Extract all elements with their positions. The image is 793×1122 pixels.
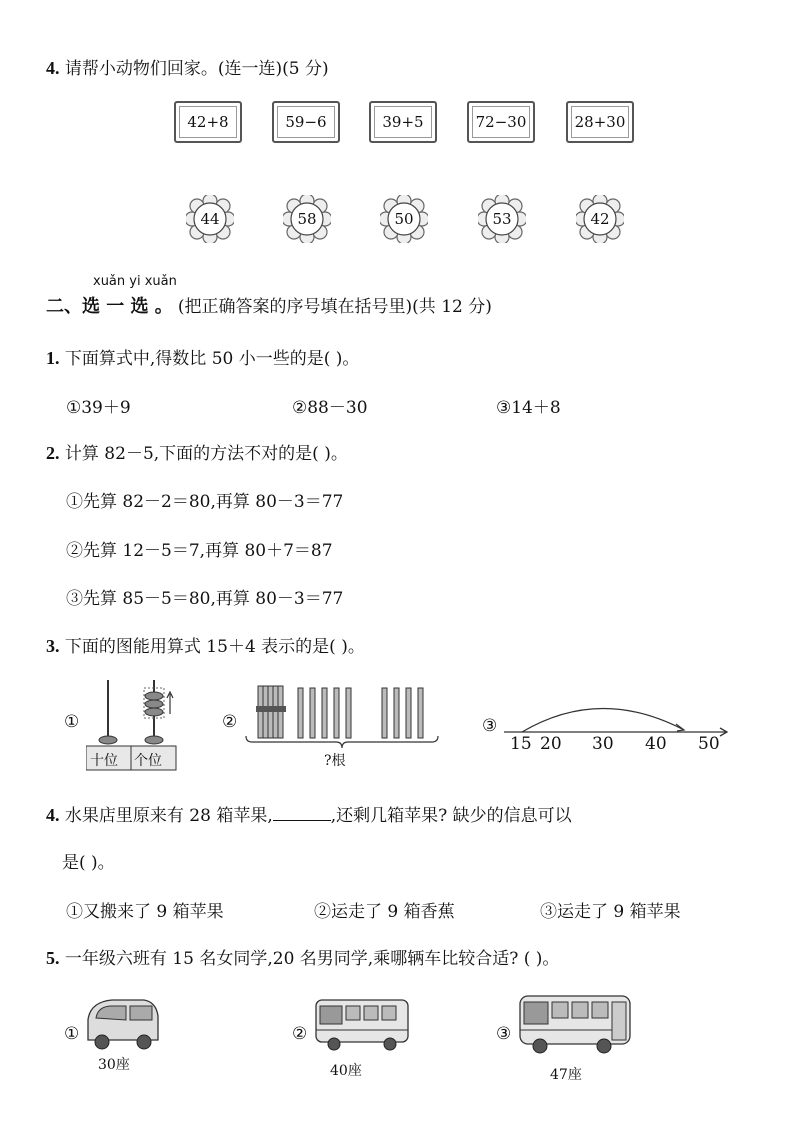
option-2[interactable]: ②88－30	[292, 398, 368, 418]
question-1	[46, 344, 359, 369]
flower-label: 44	[200, 210, 220, 228]
option-3-mark[interactable]: ③	[482, 716, 498, 736]
expression-card	[174, 101, 242, 143]
card-label: 39+5	[382, 113, 424, 131]
flower-house	[380, 195, 428, 243]
vehicle-1-seats: 30座	[98, 1057, 130, 1073]
tick-label: 30	[592, 734, 614, 754]
option-1-mark[interactable]: ①	[64, 712, 80, 732]
question-number: 1.	[46, 348, 60, 368]
expression-card	[467, 101, 535, 143]
option-3[interactable]: ③14＋8	[496, 398, 561, 418]
bus-icon	[516, 992, 634, 1058]
section-pinyin: xuǎn yi xuǎn	[93, 274, 177, 289]
tick-label: 20	[540, 734, 562, 754]
number-line-icon	[500, 690, 735, 740]
question-4-line2: 是( )。	[62, 853, 115, 873]
abacus-tens-label: 十位	[90, 753, 118, 769]
section-note: (把正确答案的序号填在括号里)(共 12 分)	[177, 297, 492, 317]
tick-label: 15	[510, 734, 532, 754]
vehicle-2-seats: 40座	[330, 1063, 362, 1079]
question-5	[46, 944, 559, 969]
question-4-connect	[46, 54, 329, 79]
expression-card	[272, 101, 340, 143]
expression-card	[369, 101, 437, 143]
vehicle-3-mark[interactable]: ③	[496, 1024, 512, 1044]
card-label: 28+30	[574, 113, 626, 131]
option-1[interactable]: ①39＋9	[66, 398, 131, 418]
card-label: 59−6	[285, 113, 327, 131]
question-number: 4.	[46, 805, 60, 825]
question-text: 下面的图能用算式 15＋4 表示的是( )。	[64, 637, 365, 657]
flower-label: 53	[492, 210, 512, 228]
option-2[interactable]: ②运走了 9 箱香蕉	[314, 902, 455, 922]
van-icon	[82, 994, 162, 1056]
flower-house	[478, 195, 526, 243]
vehicle-2-mark[interactable]: ②	[292, 1024, 308, 1044]
flower-label: 42	[590, 210, 610, 228]
tick-label: 40	[645, 734, 667, 754]
option-3[interactable]: ③先算 85－5＝80,再算 80－3＝77	[66, 589, 344, 609]
bus-icon	[312, 994, 412, 1056]
vehicle-3-seats: 47座	[550, 1067, 582, 1083]
flower-label: 58	[297, 210, 317, 228]
question-number: 4.	[46, 58, 60, 78]
option-3[interactable]: ③运走了 9 箱苹果	[540, 902, 681, 922]
section-heading	[46, 292, 492, 318]
option-2[interactable]: ②先算 12－5＝7,再算 80＋7＝87	[66, 541, 333, 561]
flower-house	[576, 195, 624, 243]
question-text-before: 水果店里原来有 28 箱苹果,	[64, 806, 273, 826]
flower-label: 50	[394, 210, 414, 228]
card-label: 72−30	[475, 113, 527, 131]
option-2-mark[interactable]: ②	[222, 712, 238, 732]
section-title: 二、选 一 选 。	[46, 296, 173, 317]
question-number: 5.	[46, 948, 60, 968]
question-text-after: ,还剩几箱苹果? 缺少的信息可以	[330, 806, 572, 826]
flower-house	[283, 195, 331, 243]
question-text: 请帮小动物们回家。(连一连)(5 分)	[64, 59, 329, 79]
expression-card	[566, 101, 634, 143]
sticks-caption: ?根	[324, 753, 346, 769]
option-1[interactable]: ①又搬来了 9 箱苹果	[66, 902, 224, 922]
question-number: 2.	[46, 443, 60, 463]
flower-house	[186, 195, 234, 243]
question-4	[46, 801, 572, 826]
answer-blank[interactable]	[273, 806, 331, 821]
question-2	[46, 439, 348, 464]
abacus-ones-label: 个位	[134, 753, 162, 769]
question-text: 一年级六班有 15 名女同学,20 名男同学,乘哪辆车比较合适? ( )。	[64, 949, 560, 969]
card-label: 42+8	[187, 113, 229, 131]
vehicle-1-mark[interactable]: ①	[64, 1024, 80, 1044]
sticks-bundle-icon	[244, 684, 444, 748]
question-number: 3.	[46, 636, 60, 656]
question-text: 计算 82－5,下面的方法不对的是( )。	[64, 444, 348, 464]
question-text: 下面算式中,得数比 50 小一些的是( )。	[64, 349, 360, 369]
option-1[interactable]: ①先算 82－2＝80,再算 80－3＝77	[66, 492, 344, 512]
tick-label: 50	[698, 734, 720, 754]
question-3	[46, 632, 365, 657]
